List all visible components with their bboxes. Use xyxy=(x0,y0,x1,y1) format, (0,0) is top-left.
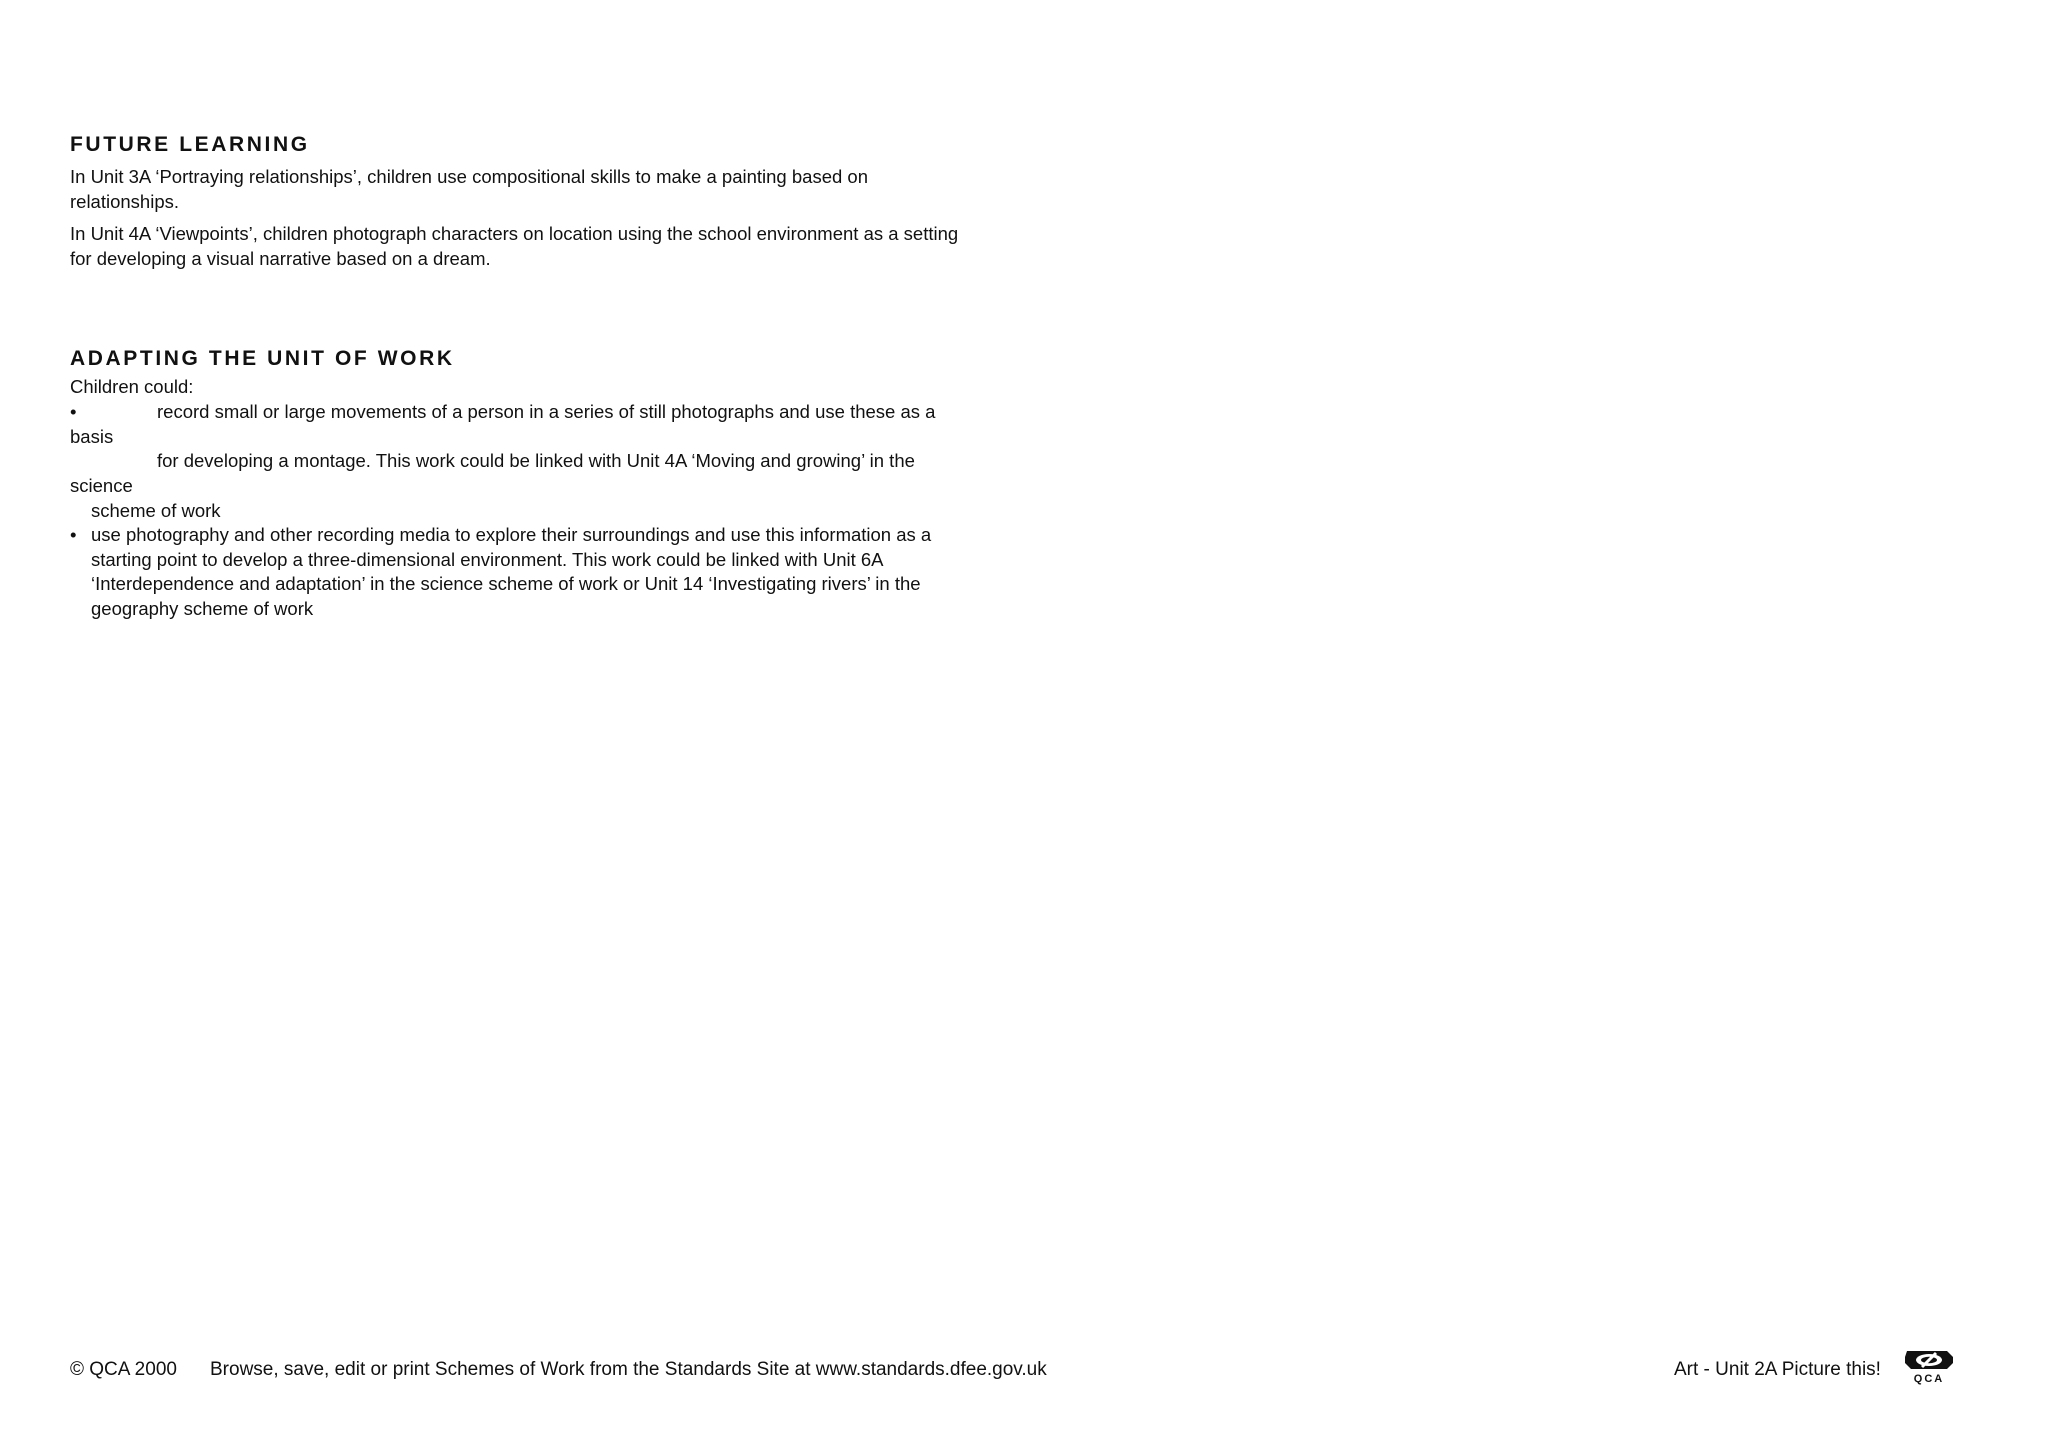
future-learning-heading: FUTURE LEARNING xyxy=(70,133,310,156)
adapting-item-line: basis xyxy=(70,426,114,447)
future-learning-line: In Unit 3A ‘Portraying relationships’, children use compositional skills to make a painting based on xyxy=(70,166,868,187)
adapting-item-line: starting point to develop a three-dimensional environment. This work could be linked with Unit 6A xyxy=(91,549,884,570)
future-learning-line: relationships. xyxy=(70,191,180,212)
adapting-item-line: scheme of work xyxy=(91,500,221,521)
adapting-intro: Children could: xyxy=(70,376,194,397)
bullet-marker: • xyxy=(70,524,77,545)
future-learning-line: for developing a visual narrative based on a dream. xyxy=(70,248,491,269)
adapting-heading: ADAPTING THE UNIT OF WORK xyxy=(70,347,455,370)
footer-site-link[interactable]: Browse, save, edit or print Schemes of Work from the Standards Site at www.standards.dfee.gov.uk xyxy=(210,1359,1047,1380)
adapting-item-line: use photography and other recording media to explore their surroundings and use this information as a xyxy=(91,524,932,545)
adapting-item-line: record small or large movements of a person in a series of still photographs and use these as a xyxy=(157,401,936,422)
adapting-item-line: for developing a montage. This work could be linked with Unit 4A ‘Moving and growing’ in the xyxy=(157,450,915,471)
future-learning-line: In Unit 4A ‘Viewpoints’, children photograph characters on location using the school environment as a setting xyxy=(70,223,959,244)
qca-logo-text: QCA xyxy=(1913,1373,1945,1385)
bullet-marker: • xyxy=(70,401,77,422)
qca-logo-icon xyxy=(1903,1347,1955,1385)
adapting-item-line: ‘Interdependence and adaptation’ in the science scheme of work or Unit 14 ‘Investigating rivers’ in the xyxy=(91,573,921,594)
footer-copyright: © QCA 2000 xyxy=(70,1359,177,1380)
footer-unit-title: Art - Unit 2A Picture this! xyxy=(1674,1359,1881,1380)
adapting-item-line: geography scheme of work xyxy=(91,598,314,619)
adapting-item-line: science xyxy=(70,475,133,496)
